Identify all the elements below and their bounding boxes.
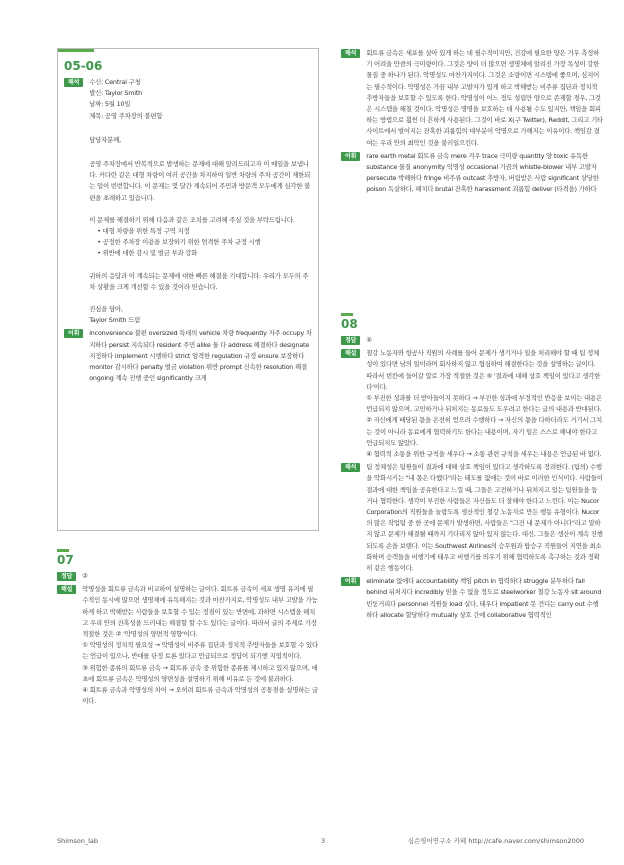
vocab-tag: 어휘 bbox=[341, 577, 360, 586]
list-item: • 위반에 대한 감시 및 벌금 부과 강화 bbox=[97, 249, 198, 258]
answer-row bbox=[57, 571, 319, 582]
question-07 bbox=[57, 549, 319, 707]
vocab-block bbox=[64, 328, 312, 384]
explanation-row bbox=[341, 348, 603, 460]
translation-tag: 해석 bbox=[64, 78, 83, 87]
answer-value: ⑤ bbox=[366, 336, 372, 344]
q07-accent-bar bbox=[57, 549, 69, 552]
signature: Taylor Smith 드림 bbox=[89, 316, 141, 325]
q08-vocab-block bbox=[341, 576, 603, 621]
explanation-text: 철강 노동자와 항공사 직원의 사례를 들어 문제가 생기거나 일을 처리해야 할 때 팀 정체성이 있다면 남의 일이라며 회사하지 않고 협심하여 해결한다는 것을 설명하는 글이다. 따라서 빈칸에 들어갈 말로 가장 적절한 것은 ⑤ '결과에 대해 상호 책임이 있다고 생각한다'이다. bbox=[366, 349, 601, 391]
option-note: ④ 회트류 금속과 악명성의 차이 → 오히려 회트류 금속과 악명성의 공통점을 설명하는 글이다. bbox=[82, 686, 318, 706]
translation-body bbox=[89, 77, 312, 326]
question-number-07: 07 bbox=[57, 553, 74, 567]
paragraph-3: 귀하의 응답과 이 계속되는 문제에 대한 빠른 해결을 기대합니다. 우리가 모두의 주차 상황을 크게 개선할 수 있을 것이라 믿습니다. bbox=[89, 271, 309, 291]
explanation-body bbox=[82, 584, 319, 707]
option-note: ④ 협력적 소통을 위한 규칙을 세우다 → 소통 관련 규칙을 세우는 내용은 언급된 바 없다. bbox=[366, 450, 602, 459]
option-note: ① 악명성의 정치적 필요성 → 악명성이 비주류 집단과 정치적 추방자들을 보호할 수 있다는 언급이 있으나, 반대를 단정 토론 있다고 언급되므로 정답이 되기엔 지엽적이다. bbox=[82, 641, 318, 661]
footer-cafe-link[interactable]: 심슨영어연구소 카페 http://cafe.naver.com/shimson2000 bbox=[407, 837, 584, 845]
answer-row bbox=[341, 335, 603, 346]
question-number-08: 08 bbox=[341, 317, 358, 331]
list-item: • 대형 차량을 위한 특정 구역 지정 bbox=[97, 227, 190, 236]
memo-subject: 제목: 공영 주차장의 불편함 bbox=[89, 111, 163, 120]
question-number-05-06: 05-06 bbox=[64, 59, 103, 73]
measures-list bbox=[89, 226, 312, 260]
explanation-row bbox=[57, 584, 319, 707]
q07-translation-block bbox=[341, 48, 603, 149]
explanation-tag: 해설 bbox=[57, 585, 76, 594]
translation-block bbox=[64, 77, 312, 326]
q08-accent-bar bbox=[341, 313, 353, 316]
vocab-tag: 어휘 bbox=[64, 329, 83, 338]
passage-box-05-06 bbox=[57, 48, 319, 531]
q07-vocab-block bbox=[341, 151, 603, 196]
answer-tag: 정답 bbox=[341, 336, 360, 345]
answer-tag: 정답 bbox=[57, 572, 76, 581]
salutation: 담당자분께, bbox=[89, 135, 121, 144]
vocab-body: eliminate 없애다 accountability 책임 pitch in 협력하다 struggle 분투하다 fall behind 뒤처지다 incredibly 믿을 수 없을 정도로 steelworker 철강 노동자 sit around 빈둥거리다 personnel 직원들 load 실다, 태우다 impatient 못 견디는 carry out 수행하다 allocate 할당하다 mutually 상호 간에 collaborative 협력적인 bbox=[366, 577, 602, 619]
memo-to: 수신: Central 구청 bbox=[89, 78, 141, 86]
box-accent-bar bbox=[58, 49, 94, 52]
explanation-body bbox=[366, 348, 603, 460]
translation-tag: 해석 bbox=[341, 49, 360, 58]
explanation-text: 악명성을 회트류 금속과 비교하여 설명하는 글이다. 회트류 금속이 세포 생명 유지에 필수적인 동시에 많으면 생명체에 유독해지는 것과 마찬가지로, 악명성도 내부 고발을 가능하게 하고 박해받는 사람들을 보호할 수 있는 정점이 있는 반면에, 과하면 시스템을 해치고 우리 안의 잔혹성을 드러내는 해결할 할 수도 있다는 글이다. 따라서 글의 주제로 가장 적절한 것은 ② '악명성의 양면적 영향'이다. bbox=[82, 585, 318, 639]
page-number: 3 bbox=[321, 837, 326, 845]
translation-body: 회트류 금속은 세포를 살아 있게 하는 데 필수적이지만, 건강에 필요한 양은 거우 측정하기 어려울 만큼의 극미량이다. 그것은 양이 더 많으면 생명체에 알려진 가장 독성이 강한 물질 중 하나가 된다. 악명성도 마찬가지이다. 그것은 소량이면 시스템에 좋으며, 심지어는 필수적이다. 악명성은 가끔 내부 고발자가 있게 하고 박해받는 비주류 집단과 정치적 추방자들을 보호할 수 있도록 한다. 악명성이 어느 정도 성립만 양으로 존재할 경우, 그것은 시스템을 해칠 것이다. 악명성은 명명을 보호하는 데 사용될 수도 있지만, 책임을 회피하는 방법으로 훨씬 더 흔하게 사용된다. 그것이 바로 X(구 Twitter), Reddit, 그리고 기타 사이트에서 벌어지는 잔혹한 괴롭힘의 대부분이 악명으로 가해지는 이유이다. 책임감 결여는 우리 안의 최악인 것을 불러일으킨다. bbox=[366, 49, 604, 147]
right-column bbox=[341, 48, 603, 196]
translation-tag: 해석 bbox=[341, 463, 360, 472]
memo-date: 날짜: 5월 10일 bbox=[89, 100, 131, 109]
paragraph-2: 이 문제를 해결하기 위해 다음과 같은 조치를 고려해 주실 것을 부탁드립니다. bbox=[89, 215, 295, 224]
option-note: ③ 위험한 종류의 회트류 금속 → 회트류 금속 중 위험한 종류를 제시하고 있지 않으며, 애초에 회트류 금속은 악명성의 양면성을 설명하기 위해 비유로 든 것에 불과하다. bbox=[82, 663, 318, 683]
page-footer bbox=[57, 835, 584, 847]
option-note: ① 부진한 성과를 더 받아들이지 못하다 → 부진한 성과에 부정적인 반응을 보이는 내용은 언급되지 않으며, 고민하거나 뒤처지는 동료들도 도우려고 한다는 글의 내용과 반대된다. bbox=[366, 394, 602, 414]
explanation-tag: 해설 bbox=[341, 349, 360, 358]
vocab-body: rare earth metal 회트류 금속 mere 겨우 trace 극미량 quantity 양 toxic 유독한 substance 물질 anonymity 익명성 occasional 가끔의 whistle-blower 내부 고발자 persecute 박해하다 fringe 비주류 outcast 추방자, 버림받은 사람 significant 상당한 poison 독살하다, 해치다 brutal 잔혹한 harassment 괴롭힘 deliver (타격을) 가하다 bbox=[366, 151, 599, 194]
closing-line: 진심을 담아, bbox=[89, 305, 123, 314]
paragraph-1: 공영 주차장에서 반복적으로 발생하는 문제에 대해 알려드리고자 이 메일을 보냅니다. 커다란 같은 대형 차량이 여러 공간을 차지하여 일반 차량의 주차 공간이 제한되는 일이 빈번합니다. 이 문제는 몇 달간 계속되어 주민과 방문객 모두에게 심각한 불편을 초래하고 있습니다. bbox=[89, 160, 311, 202]
option-note: ② 자신에게 배당된 몫을 온전히 얻으려 수행하다 → 자신의 몫을 다하더라도 거기서 그치는 것이 아니라 동료에게 협력하기도 한다는 내용이며, 자기 일은 스스로 해내야 한다고 언급되지도 않았다. bbox=[366, 416, 602, 447]
answer-value: ② bbox=[82, 572, 88, 580]
q08-translation-block bbox=[341, 462, 603, 574]
question-08 bbox=[341, 313, 603, 621]
vocab-tag: 어휘 bbox=[341, 152, 360, 161]
translation-body: 팀 정체성은 팀원들이 결과에 대해 상호 책임이 있다고 생각하도록 장려한다. (팀의) 수행을 악화시키는 "내 몫은 다했다"라는 태도를 없애는 것이 바로 이러한 인식이다. 사람들이 결과에 대한 책임을 공유한다고 느낄 때, 그들은 고전하거나 뒤처지고 있는 팀원들을 돕거나 협력한다. 생각이 부진한 사람들은 자신들도 더 잘해야 한다고 느낀다. 이는 Nucor Corporation의 직원들을 놀랍도록 생산적인 철강 노동자로 만든 행동 유형이다. Nucor의 많은 작업팀 중 한 곳에 문제가 발생하면, 사람들은 "그건 내 문제가 아니다"라고 말하지 않고 문제가 해결될 때까지 기다리지 않아 있지 않는다. 대신, 그들은 생산이 계속 진행되도록 손을 보탠다. 이는 Southwest Airlines의 승무원과 탑승구 직원들이 지연을 최소화하며 승객들을 비행기에 태우고 비행기를 띄우기 위해 협력하도록 촉구하는 것과 정확히 같은 행동이다. bbox=[366, 463, 603, 573]
vocab-body: inconvenience 불편 oversized 특대의 vehicle 차량 frequently 자주 occupy 차지하다 persist 지속되다 resident 주민 alike 둘 다 address 해결하다 designate 지정하다 implement 시행하다 strict 엄격한 regulation 규정 ensure 보장하다 monitor 감시하다 penalty 벌금 violation 위반 prompt 신속한 resolution 해결 ongoing 계속 진행 중인 significantly 크게 bbox=[89, 329, 312, 383]
list-item: • 공정한 주차장 이용을 보장하기 위한 엄격한 주차 규정 시행 bbox=[97, 238, 261, 247]
footer-brand: Shimson_lab bbox=[57, 837, 99, 845]
memo-from: 발신: Taylor Smith bbox=[89, 89, 143, 98]
